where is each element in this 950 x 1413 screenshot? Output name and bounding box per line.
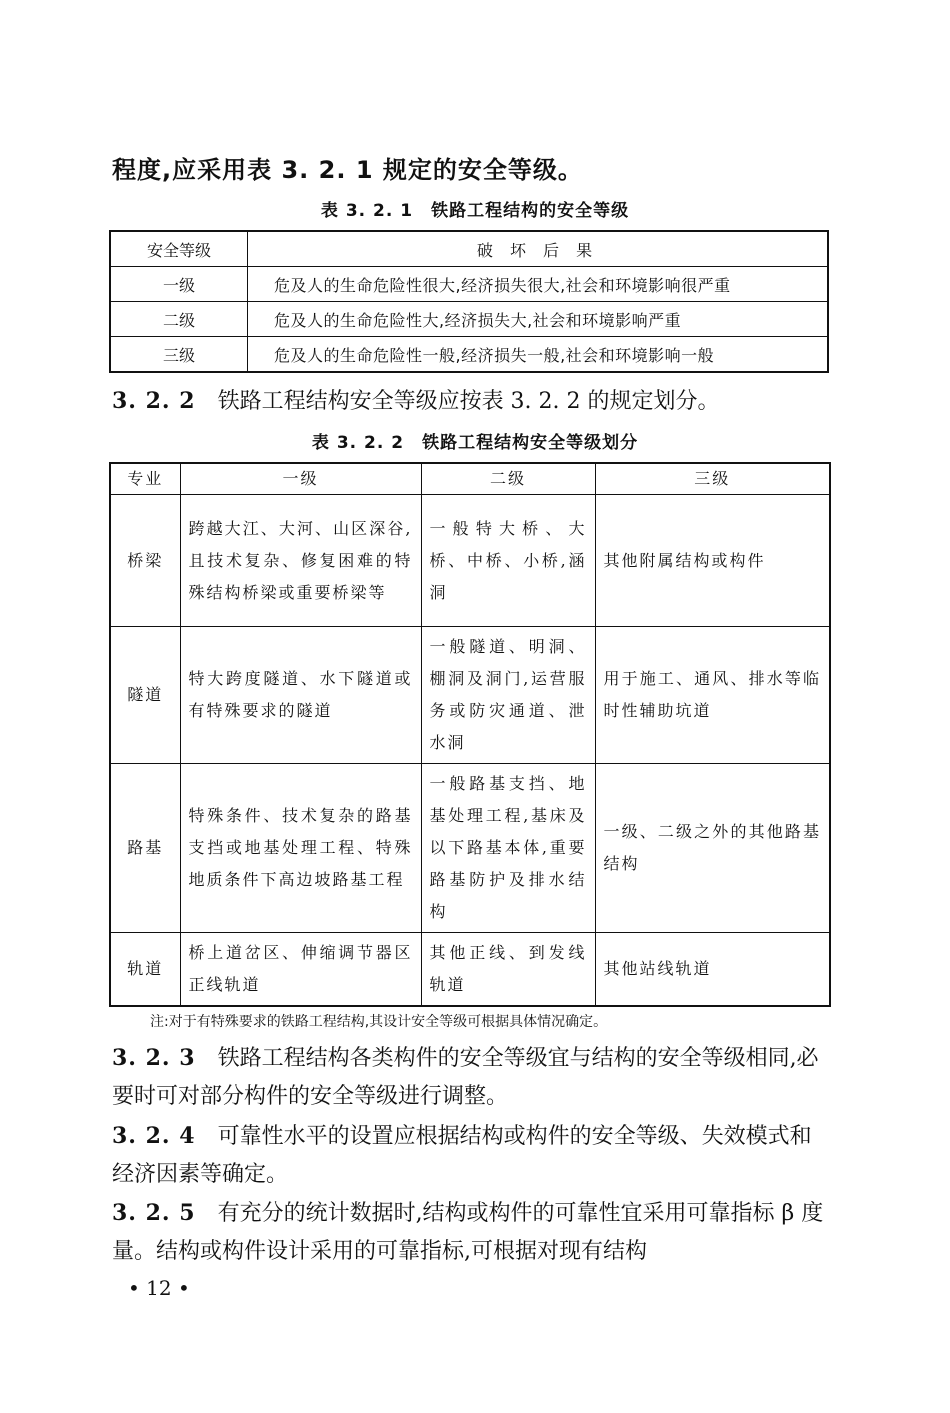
clause-number: 3. 2. 2 bbox=[112, 388, 196, 414]
table-row bbox=[110, 627, 830, 764]
header-level-2: 二级 bbox=[421, 463, 595, 495]
level-1-cell: 跨越大江、大河、山区深谷,且技术复杂、修复困难的特殊结构桥梁或重要桥梁等 bbox=[180, 495, 421, 627]
table2-number: 表 3. 2. 2 bbox=[311, 433, 405, 453]
table1-caption bbox=[0, 196, 950, 221]
table2-caption bbox=[0, 428, 950, 453]
level-1-cell: 桥上道岔区、伸缩调节器区正线轨道 bbox=[180, 933, 421, 1007]
consequence-cell: 危及人的生命危险性很大,经济损失很大,社会和环境影响很严重 bbox=[248, 267, 829, 302]
clause-3-2-2 bbox=[112, 382, 832, 421]
header-level-3: 三级 bbox=[595, 463, 830, 495]
clause-3-2-5 bbox=[112, 1194, 832, 1271]
discipline-cell: 隧道 bbox=[110, 627, 180, 764]
level-cell: 二级 bbox=[110, 302, 248, 337]
discipline-cell: 桥梁 bbox=[110, 495, 180, 627]
table2-title: 铁路工程结构安全等级划分 bbox=[422, 433, 639, 453]
safety-level-table bbox=[109, 230, 829, 373]
table-row bbox=[110, 764, 830, 933]
clause-3-2-4 bbox=[112, 1117, 832, 1194]
table-header-row bbox=[110, 231, 828, 267]
header-safety-level: 安全等级 bbox=[110, 231, 248, 267]
clause-number: 3. 2. 5 bbox=[112, 1200, 196, 1226]
level-3-cell: 一级、二级之外的其他路基结构 bbox=[595, 764, 830, 933]
level-3-cell: 其他站线轨道 bbox=[595, 933, 830, 1007]
table-row bbox=[110, 933, 830, 1007]
clause-number: 3. 2. 3 bbox=[112, 1045, 196, 1071]
level-cell: 一级 bbox=[110, 267, 248, 302]
header-consequence: 破 坏 后 果 bbox=[248, 231, 829, 267]
level-2-cell: 一般隧道、明洞、棚洞及洞门,运营服务或防灾通道、泄水洞 bbox=[421, 627, 595, 764]
level-3-cell: 其他附属结构或构件 bbox=[595, 495, 830, 627]
level-2-cell: 一般路基支挡、地基处理工程,基床及以下路基本体,重要路基防护及排水结构 bbox=[421, 764, 595, 933]
discipline-cell: 轨道 bbox=[110, 933, 180, 1007]
level-1-cell: 特大跨度隧道、水下隧道或有特殊要求的隧道 bbox=[180, 627, 421, 764]
clause-text: 有充分的统计数据时,结构或构件的可靠性宜采用可靠指标 β 度量。结构或构件设计采用的可靠指标,可根据对现有结构 bbox=[112, 1201, 824, 1264]
lead-paragraph: 程度,应采用表 3. 2. 1 规定的安全等级。 bbox=[112, 156, 583, 184]
discipline-cell: 路基 bbox=[110, 764, 180, 933]
table-row bbox=[110, 302, 828, 337]
clause-number: 3. 2. 4 bbox=[112, 1123, 196, 1149]
table-header-row bbox=[110, 463, 830, 495]
consequence-cell: 危及人的生命危险性大,经济损失大,社会和环境影响严重 bbox=[248, 302, 829, 337]
clause-text: 铁路工程结构各类构件的安全等级宜与结构的安全等级相同,必要时可对部分构件的安全等级进行调整。 bbox=[112, 1046, 819, 1109]
table-row bbox=[110, 337, 828, 373]
consequence-cell: 危及人的生命危险性一般,经济损失一般,社会和环境影响一般 bbox=[248, 337, 829, 373]
clause-3-2-3 bbox=[112, 1039, 832, 1116]
clause-text: 铁路工程结构安全等级应按表 3. 2. 2 的规定划分。 bbox=[217, 389, 720, 414]
table-row bbox=[110, 495, 830, 627]
header-level-1: 一级 bbox=[180, 463, 421, 495]
clause-text: 可靠性水平的设置应根据结构或构件的安全等级、失效模式和经济因素等确定。 bbox=[112, 1124, 812, 1187]
safety-level-classification-table bbox=[109, 462, 831, 1007]
level-2-cell: 其他正线、到发线轨道 bbox=[421, 933, 595, 1007]
table2-note: 注:对于有特殊要求的铁路工程结构,其设计安全等级可根据具体情况确定。 bbox=[150, 1014, 608, 1030]
level-2-cell: 一般特大桥、大桥、中桥、小桥,涵洞 bbox=[421, 495, 595, 627]
table-row bbox=[110, 267, 828, 302]
page-number: • 12 • bbox=[128, 1276, 190, 1300]
table1-title: 铁路工程结构的安全等级 bbox=[431, 201, 630, 221]
level-1-cell: 特殊条件、技术复杂的路基支挡或地基处理工程、特殊地质条件下高边坡路基工程 bbox=[180, 764, 421, 933]
header-discipline: 专业 bbox=[110, 463, 180, 495]
level-3-cell: 用于施工、通风、排水等临时性辅助坑道 bbox=[595, 627, 830, 764]
table1-number: 表 3. 2. 1 bbox=[320, 201, 414, 221]
level-cell: 三级 bbox=[110, 337, 248, 373]
